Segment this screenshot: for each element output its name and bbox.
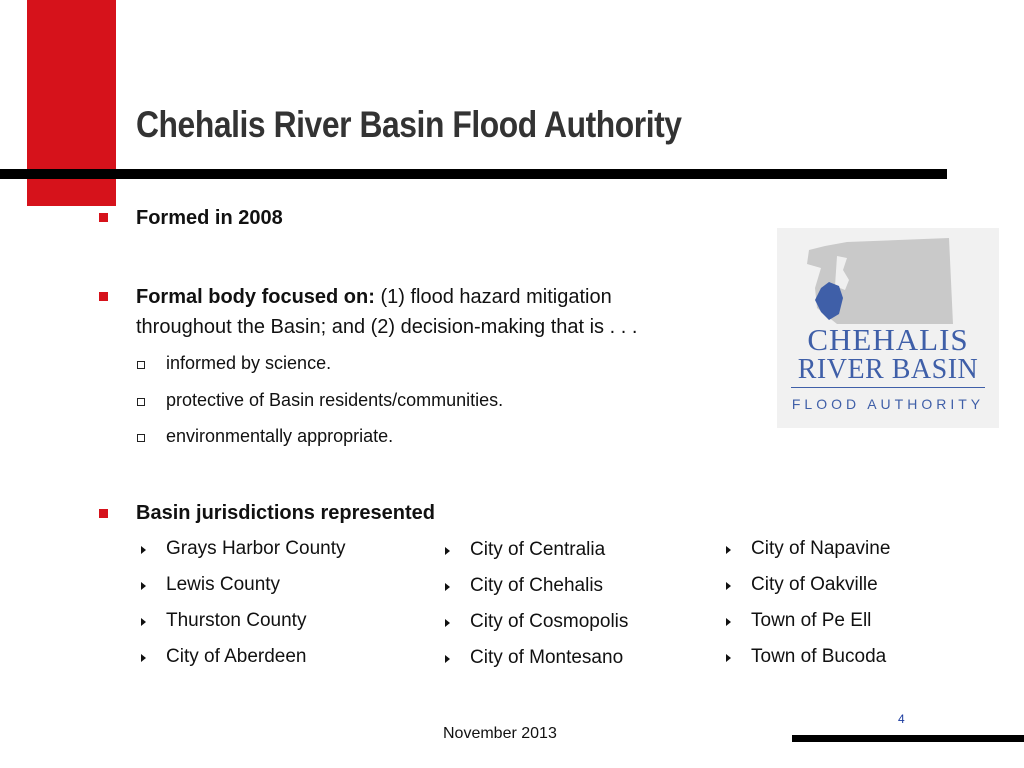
logo-text-chehalis: CHEHALIS [807,322,969,357]
sub-bullet-environment: environmentally appropriate. [166,426,394,446]
sub-bullet-icon [137,398,145,406]
arrow-bullet-icon [141,546,146,554]
bullet-formal-line2: throughout the Basin; and (2) decision-making that is . . . [136,316,638,338]
arrow-bullet-icon [445,619,450,627]
logo-divider [791,387,985,388]
logo-text-river-basin: RIVER BASIN [797,354,979,385]
jurisdictions-heading: Basin jurisdictions represented [136,502,435,524]
bullet-icon [99,213,108,222]
jurisdiction-item: City of Aberdeen [166,646,307,667]
jurisdiction-item: City of Oakville [751,574,878,595]
sub-bullet-icon [137,434,145,442]
arrow-bullet-icon [726,654,731,662]
flood-authority-logo [777,228,999,428]
bullet-formal-body [136,282,612,312]
jurisdiction-item: Grays Harbor County [166,538,346,559]
bullet-icon [99,509,108,518]
jurisdiction-item: City of Cosmopolis [470,611,629,632]
bullet-formed [136,203,283,233]
sub-bullet-icon [137,361,145,369]
bullet-icon [99,292,108,301]
arrow-bullet-icon [445,655,450,663]
jurisdiction-item: City of Chehalis [470,575,604,596]
arrow-bullet-icon [141,618,146,626]
arrow-bullet-icon [141,654,146,662]
jurisdiction-item: City of Centralia [470,539,606,560]
arrow-bullet-icon [445,583,450,591]
bullet-formal-bold: Formal body focused on: [136,286,375,308]
bullet-jurisdictions [136,498,435,528]
arrow-bullet-icon [726,546,731,554]
footer-date: November 2013 [443,725,557,742]
sub-bullet-protective: protective of Basin residents/communities. [166,390,504,410]
logo-text-flood-authority: FLOOD AUTHORITY [791,396,985,412]
bullet-formed-text: Formed in 2008 [136,207,283,229]
footer-bar [792,735,1024,742]
slide-title: Chehalis River Basin Flood Authority [136,104,682,145]
arrow-bullet-icon [726,582,731,590]
arrow-bullet-icon [726,618,731,626]
jurisdiction-item: City of Napavine [751,538,891,559]
jurisdiction-item: Lewis County [166,574,281,595]
jurisdiction-item: Thurston County [166,610,307,631]
bullet-formal-rest: (1) flood hazard mitigation [374,286,612,308]
arrow-bullet-icon [141,582,146,590]
jurisdiction-item: Town of Pe Ell [751,610,872,631]
title-underline-bar [0,169,947,179]
jurisdiction-item: City of Montesano [470,647,624,668]
arrow-bullet-icon [445,547,450,555]
sub-bullet-science: informed by science. [166,353,332,373]
jurisdiction-item: Town of Bucoda [751,646,887,667]
page-number: 4 [898,712,905,726]
